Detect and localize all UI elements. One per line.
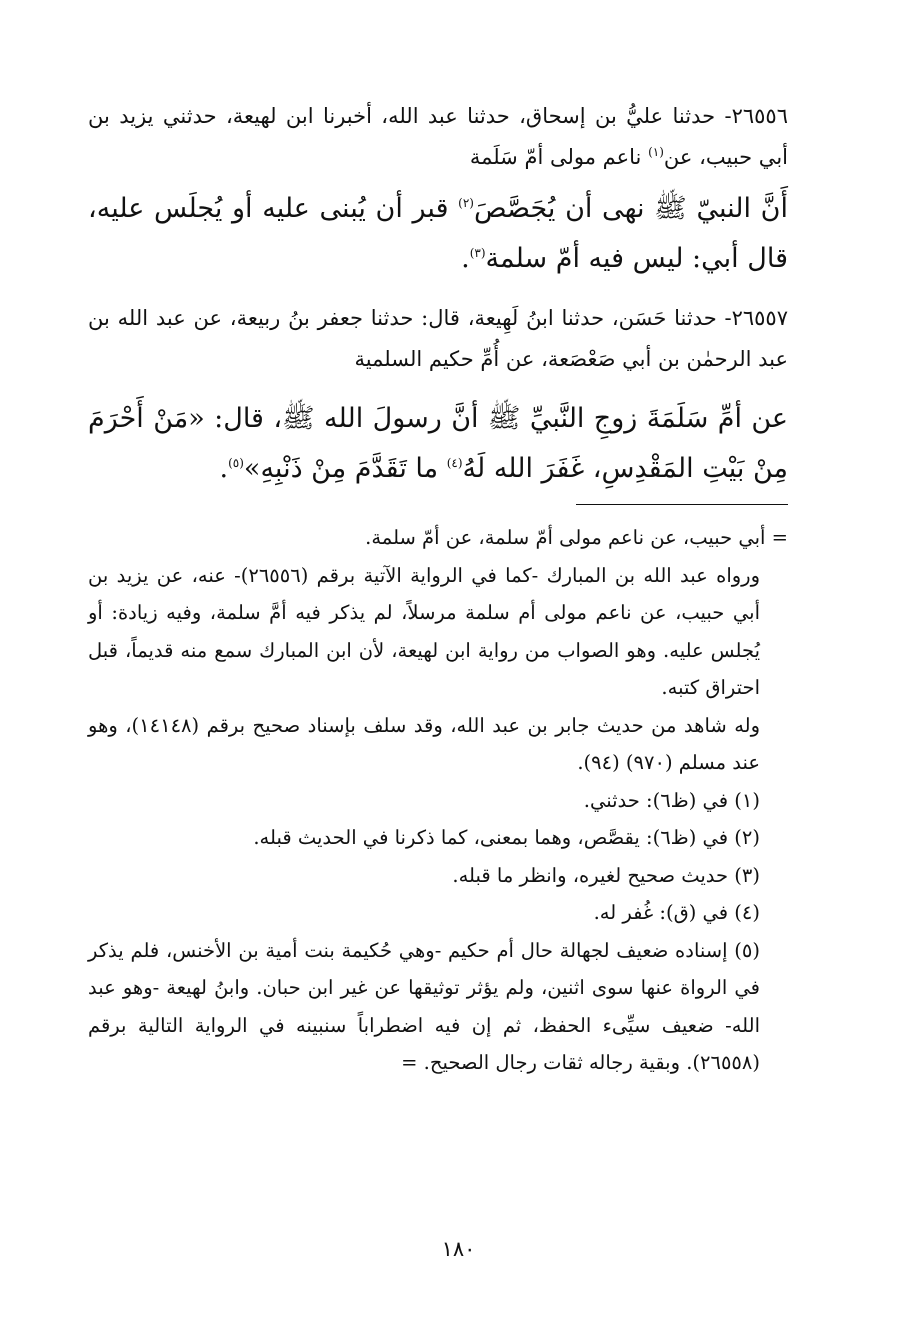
footnote-5: (٥) إسناده ضعيف لجهالة حال أم حكيم -وهي حُكيمة بنت أمية بن الأخنس، فلم يذكر في الرواة عنها سوى اثنين، ولم يؤثر توثيقها عن غير ابن حبان. وابنُ لهيعة -وهو عبد الله- ضعيف سيِّىء الحفظ، ثم إن فيه اضطراباً سنبينه في الرواية التالية برقم (٢٦٥٥٨). وبقية رجاله ثقات رجال الصحيح. = [88,938,760,1074]
hadith-text-end: . [461,243,470,274]
hadith-text: أَنَّ النبيّ ﷺ نهى أن يُجَصَّصَ [473,193,788,224]
footnote-2: (٢) في (ظ٦): يقصَّص، وهما بمعنى، كما ذكرنا في الحديث قبله. [253,826,760,849]
footnote-paragraph: ورواه عبد الله بن المبارك -كما في الرواية الآتية برقم (٢٦٥٥٦)- عنه، عن يزيد بن أبي حبيب، عن ناعم مولى أم سلمة مرسلاً، لم يذكر فيه أمَّ سلمة، وفيه زيادة: أو يُجلس عليه. وهو الصواب من رواية ابن لهيعة، لأن ابن المبارك سمع منه قديماً، قبل احتراق كتبه. [88,563,760,699]
page-body [88,96,788,1082]
footnotes [88,519,788,1082]
footnote-ref-4[interactable]: (٤) [446,456,463,470]
hadith-26557-chain: ٢٦٥٥٧- حدثنا حَسَن، حدثنا ابنُ لَهِيعة، قال: حدثنا جعفر بنُ ربيعة، عن عبد الله بن عبد الرحمٰن بن أبي صَعْصَعة، عن أُمِّ حكيم السلمية [88,306,788,371]
footnote-ref-3[interactable]: (٣) [469,246,486,260]
hadith-text: عن أمِّ سَلَمَةَ زوجِ النَّبيِّ ﷺ أنَّ رسولَ الله ﷺ، قال: «مَنْ أَحْرَمَ مِنْ بَيْتِ المَقْدِسِ، غَفَرَ الله لَهُ [88,403,788,484]
hadith-26557-text [88,394,788,494]
footnote-ref-2[interactable]: (٢) [458,196,474,210]
hadith-26556-text [88,184,788,284]
footnote-ref-5[interactable]: (٥) [228,456,244,470]
hadith-26556-chain [88,96,788,178]
page-number: ١٨٠ [441,1237,476,1261]
footnote-4: (٤) في (ق): غُفر له. [593,901,760,924]
footnote-1: (١) في (ظ٦): حدثني. [583,788,760,812]
footnote-ref-1[interactable]: (١) [648,145,664,159]
hadith-text: قبر أن يُبنى عليه أو يُجلَس عليه، قال أبي: ليس فيه أمّ سلمة [88,193,788,274]
footnote-divider [576,504,788,505]
hadith-text-end: . [219,453,229,484]
footnote-continuation: = أبي حبيب، عن ناعم مولى أمّ سلمة، عن أمّ سلمة. [365,526,788,549]
hadith-text: ما تَقَدَّمَ مِنْ ذَنْبِهِ» [243,453,447,484]
chain-text: ناعم مولى أمّ سَلَمة [469,145,649,169]
footnote-paragraph: وله شاهد من حديث جابر بن عبد الله، وقد سلف بإسناد صحيح برقم (١٤١٤٨)، وهو عند مسلم (٩٧٠) (٩٤). [88,713,761,774]
chain-text: ٢٦٥٥٦- حدثنا عليُّ بن إسحاق، حدثنا عبد الله، أخبرنا ابن لهيعة، حدثني يزيد بن أبي حبيب، عن [88,104,788,169]
footnote-3: (٣) حديث صحيح لغيره، وانظر ما قبله. [452,863,760,887]
